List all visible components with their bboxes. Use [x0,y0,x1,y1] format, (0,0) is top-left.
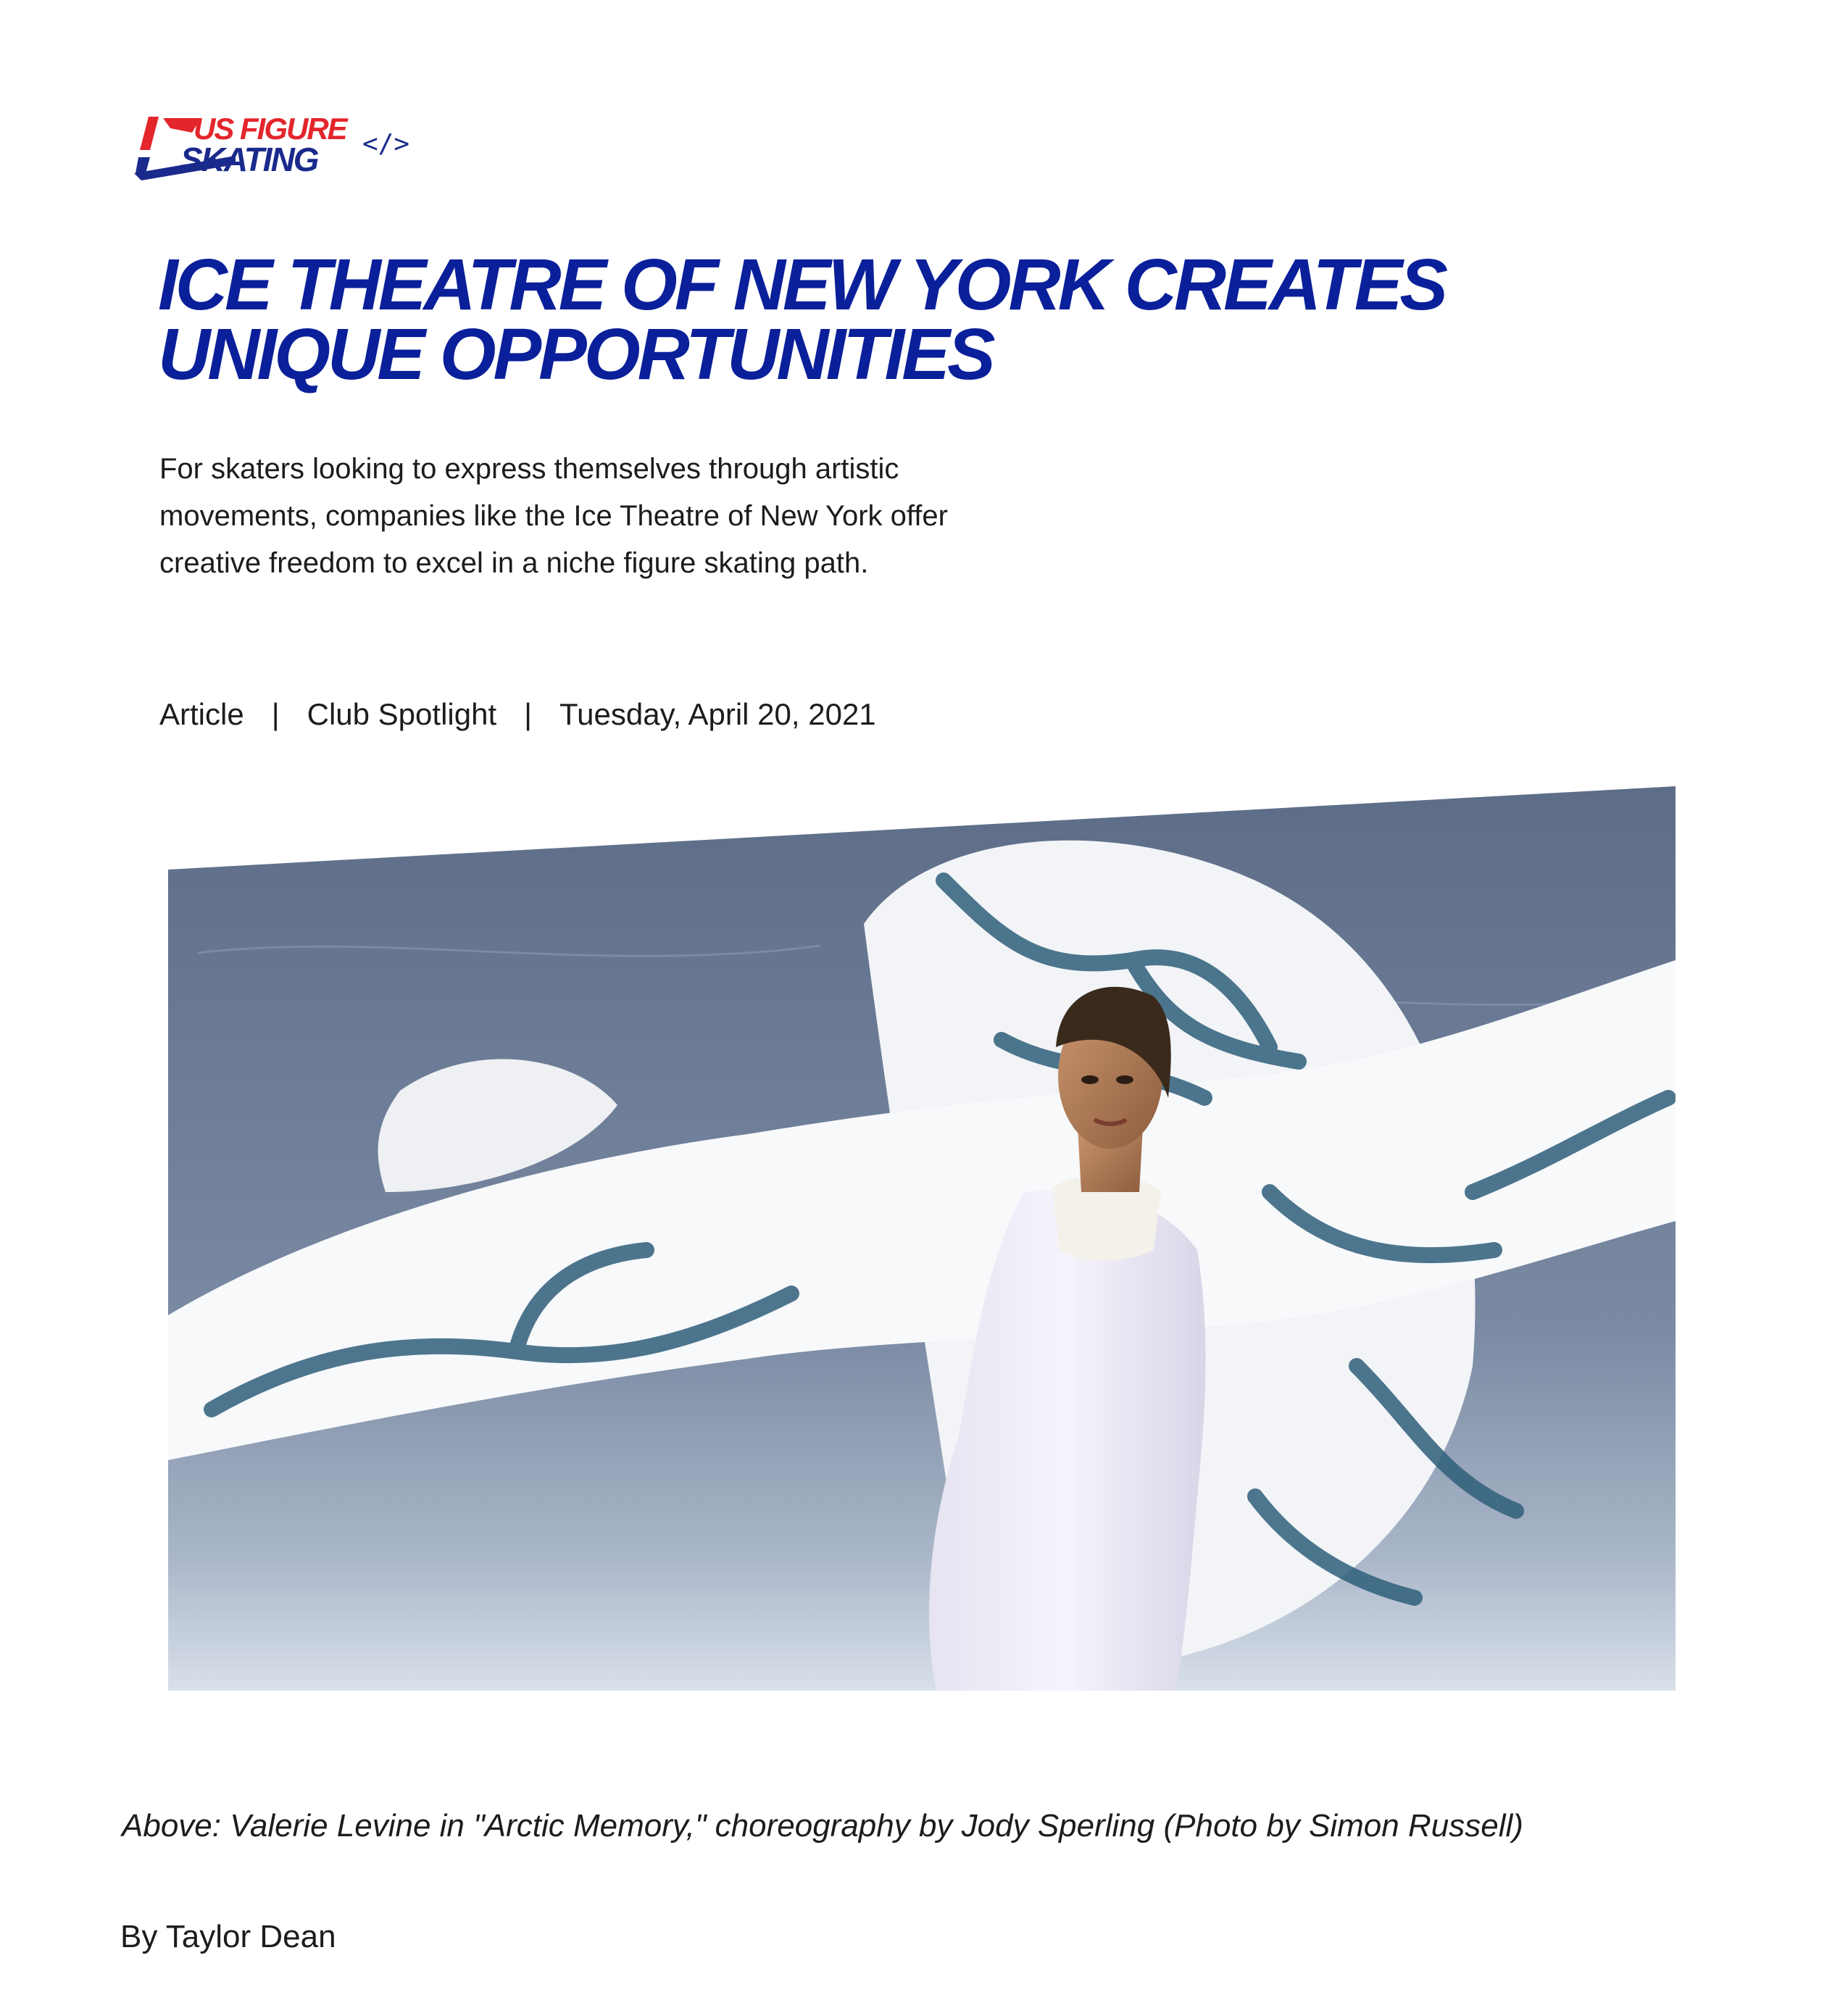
article-title: ICE THEATRE OF NEW YORK CREATES UNIQUE OPPORTUNITIES [158,244,1446,395]
article-dek: For skaters looking to express themselves through artistic movements, companies like the Ice Theatre of New York offer creative freedom to excel in a niche figure skating path. [159,453,948,579]
meta-separator: | [524,697,533,731]
article-category[interactable]: Club Spotlight [307,697,497,731]
embed-code-icon[interactable]: </> [362,129,410,159]
article-date: Tuesday, April 20, 2021 [559,697,876,731]
logo-line-2: SKATING [180,141,318,178]
logo-line-1: US FIGURE [193,112,346,146]
meta-separator: | [271,697,280,731]
us-figure-skating-logo[interactable] [134,112,351,181]
photo-caption: Above: Valerie Levine in "Arctic Memory," choreography by Jody Sperling (Photo by Simon Russell) [122,1808,1523,1844]
article-byline: By Taylor Dean [120,1919,336,1954]
article-meta [159,697,876,732]
hero-photo [168,786,1676,1691]
article-type: Article [159,697,244,731]
